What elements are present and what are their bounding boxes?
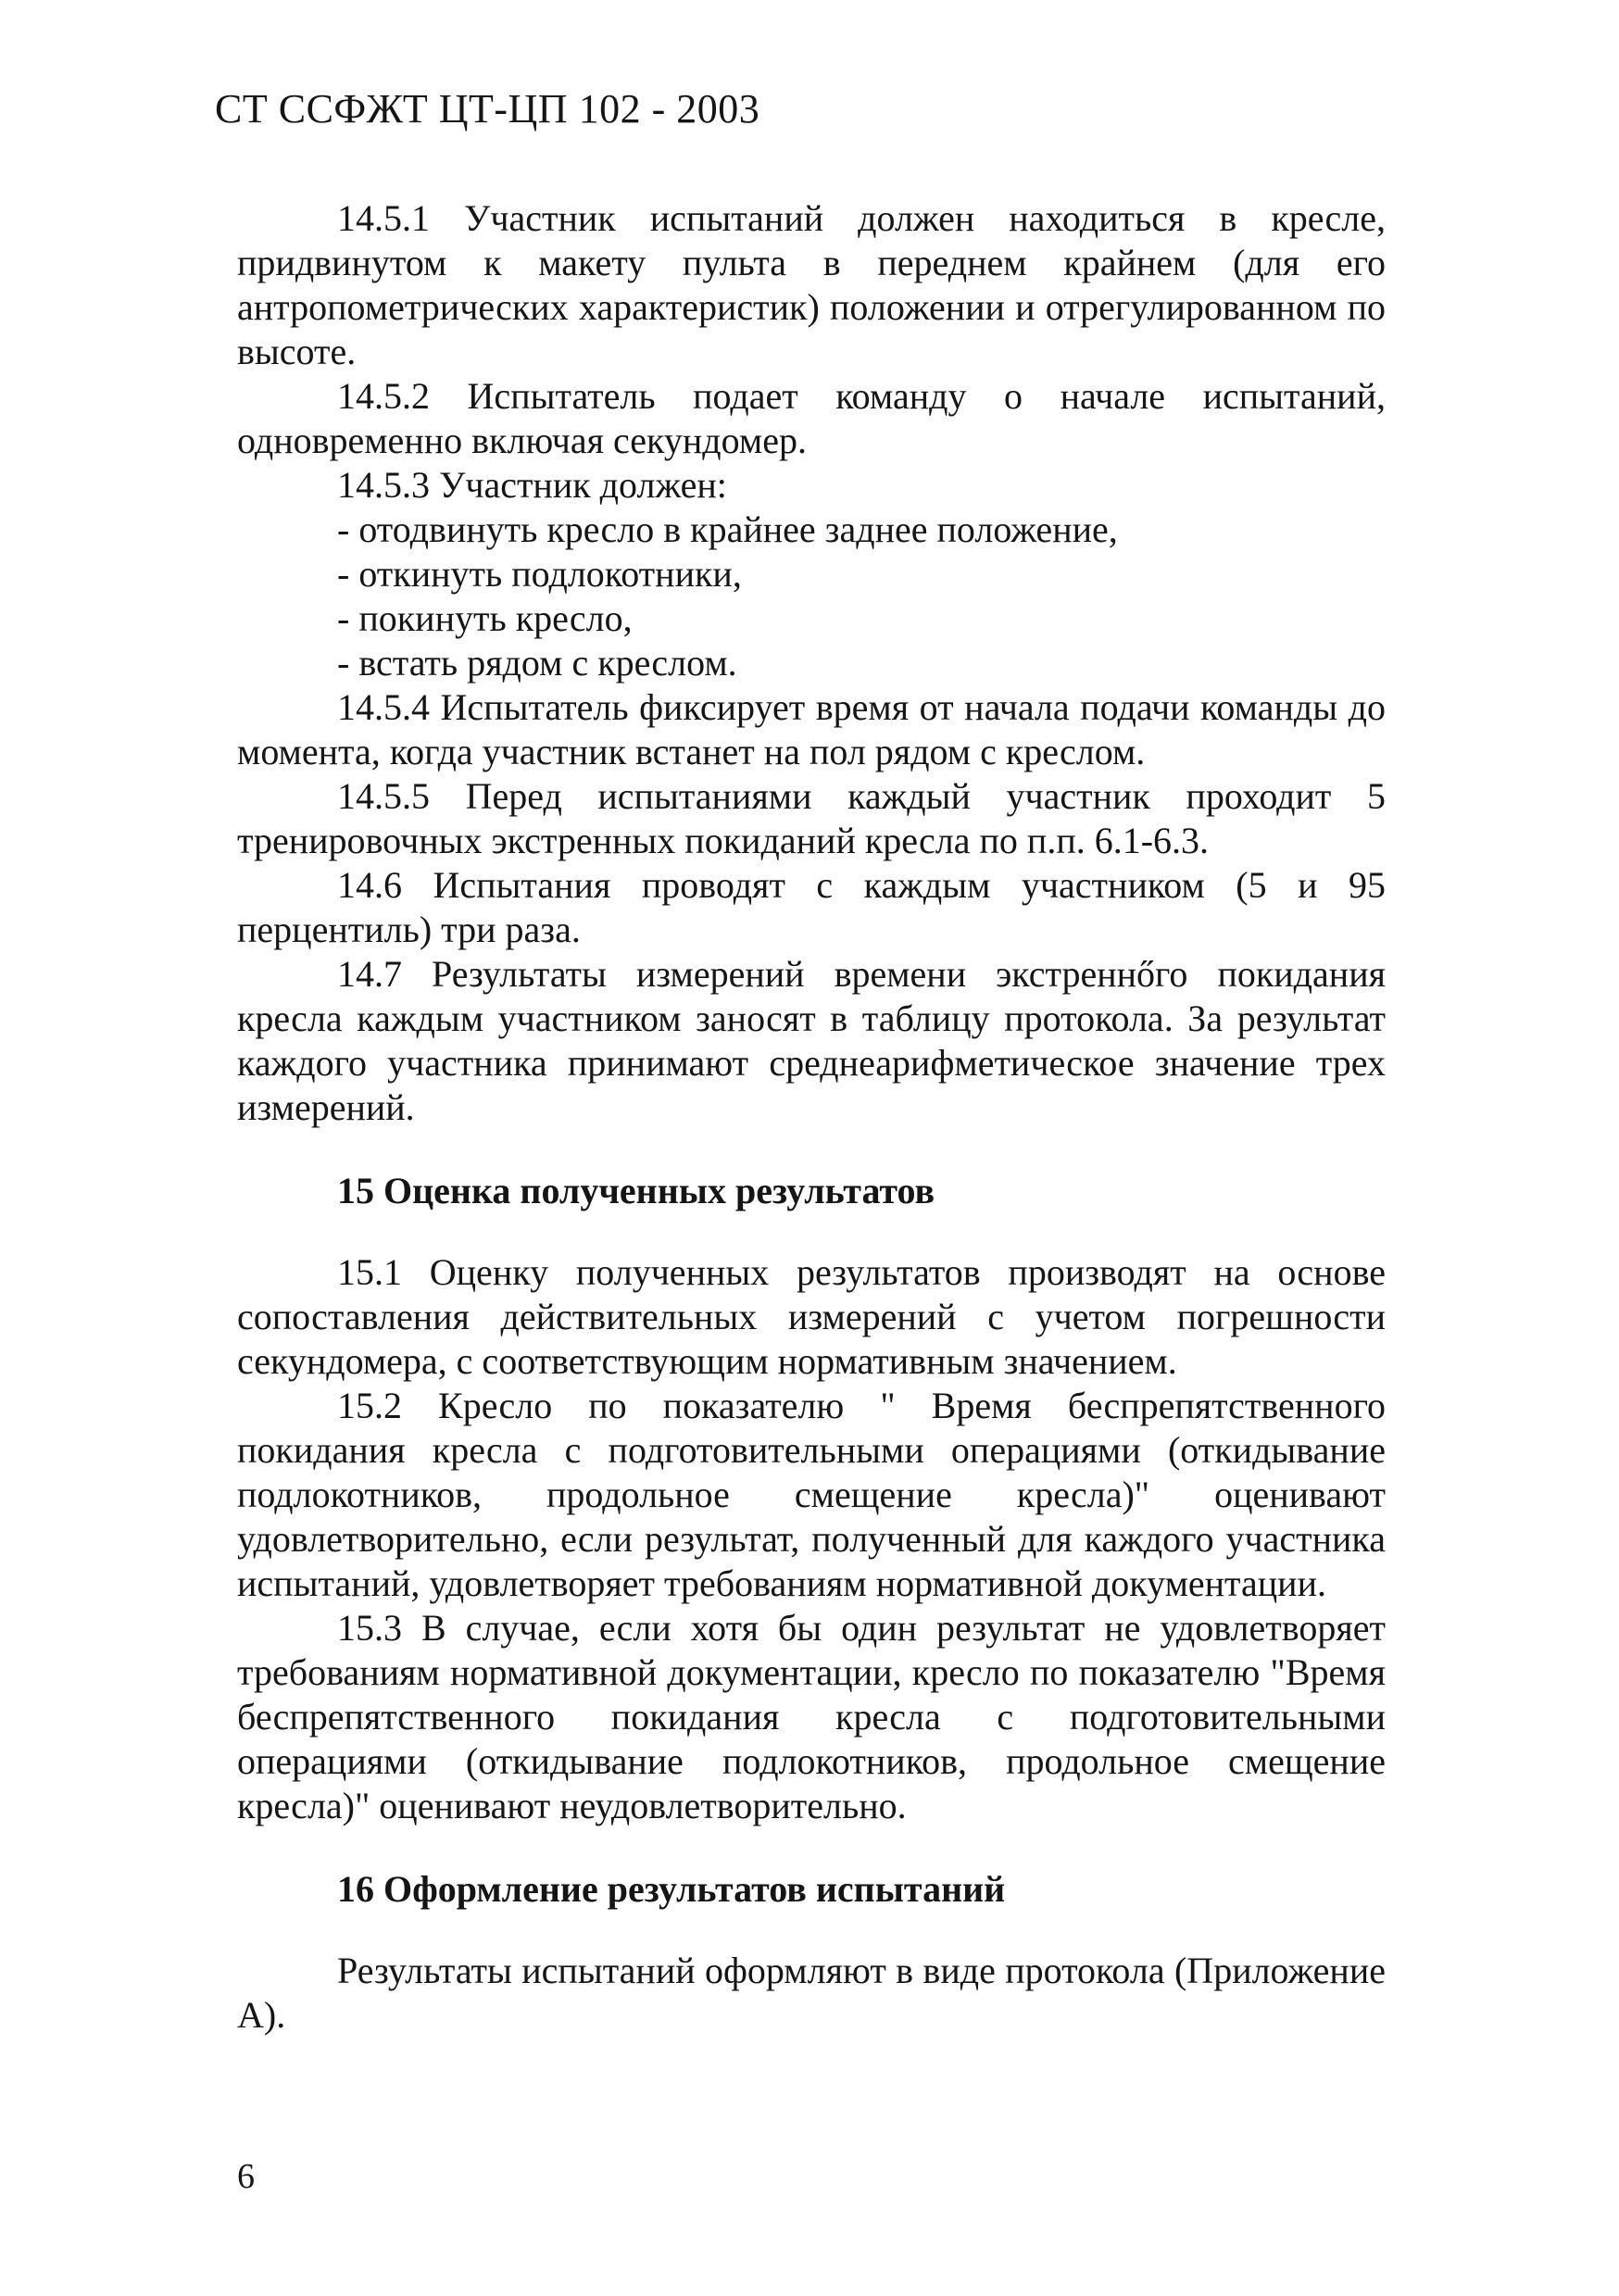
list-item: - откинуть подлокотники, — [337, 553, 742, 595]
list-item: - отодвинуть кресло в крайнее заднее положение, — [337, 508, 1118, 550]
document-body — [237, 196, 1386, 2038]
section-16-heading: 16 Оформление результатов испытаний — [337, 1868, 1006, 1910]
paragraph-15-2: 15.2 Кресло по показателю " Время беспрепятственного покидания кресла с подготовительными операциями (откидывание подлокотников, продольное смещение кресла)" оценивают удовлетворительно, если результат, полученный для каждого участника испытаний, удовлетворяет требованиям нормативной документации. — [237, 1385, 1386, 1604]
paragraph-14-5-5: 14.5.5 Перед испытаниями каждый участник проходит 5 тренировочных экстренных покиданий кресла по п.п. 6.1-6.3. — [237, 775, 1386, 861]
paragraph-14-7: 14.7 Результаты измерений времени экстреннőго покидания кресла каждым участником заносят в таблицу протокола. За результат каждого участника принимают среднеарифметическое значение трех измерений. — [237, 953, 1386, 1128]
paragraph-15-1: 15.1 Оценку полученных результатов производят на основе сопоставления действительных измерений с учетом погрешности секундомера, с соответствующим нормативным значением. — [237, 1251, 1386, 1382]
paragraph-14-5-2: 14.5.2 Испытатель подает команду о начале испытаний, одновременно включая секундомер. — [237, 375, 1386, 461]
paragraph-15-3: 15.3 В случае, если хотя бы один результат не удовлетворяет требованиям нормативной документации, кресло по показателю "Время беспрепятственного покидания кресла с подготовительными операциями (откидывание подлокотников, продольное смещение кресла)" оценивают неудовлетворительно. — [237, 1607, 1386, 1826]
paragraph-14-5-1: 14.5.1 Участник испытаний должен находиться в кресле, придвинутом к макету пульта в переднем крайнем (для его антропометрических характеристик) положении и отрегулированном по высоте. — [237, 197, 1386, 372]
document-code-header: СТ ССФЖТ ЦТ-ЦП 102 - 2003 — [215, 86, 760, 132]
list-item: - встать рядом с креслом. — [337, 642, 737, 684]
paragraph-16-body: Результаты испытаний оформляют в виде протокола (Приложение А). — [237, 1950, 1386, 2036]
paragraph-14-5-4: 14.5.4 Испытатель фиксирует время от начала подачи команды до момента, когда участник встанет на пол рядом с креслом. — [237, 686, 1386, 772]
paragraph-14-6: 14.6 Испытания проводят с каждым участником (5 и 95 перцентиль) три раза. — [237, 864, 1386, 950]
page-number: 6 — [237, 2157, 255, 2196]
paragraph-14-5-3: 14.5.3 Участник должен: — [337, 464, 727, 506]
list-item: - покинуть кресло, — [337, 597, 633, 639]
section-15-heading: 15 Оценка полученных результатов — [337, 1170, 935, 1211]
